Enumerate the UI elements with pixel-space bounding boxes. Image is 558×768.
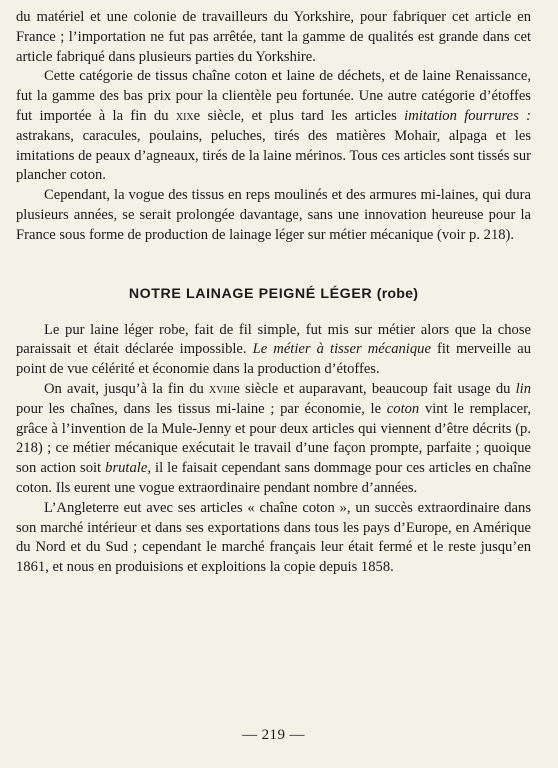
paragraph-text: e siècle, et plus tard les articles — [193, 107, 405, 124]
century-numeral: xviii — [208, 380, 234, 397]
italic-phrase: imitation fourrures : — [404, 107, 531, 124]
document-page — [16, 8, 531, 760]
page-number: — 219 — — [242, 727, 305, 743]
century-numeral: xix — [175, 107, 194, 124]
paragraph — [16, 67, 531, 186]
italic-word: lin — [515, 380, 531, 397]
paragraph: L’Angleterre eut avec ses articles « chaîne coton », un succès extraordinaire dans son marché intérieur et dans ses exportations dans tous les pays d’Europe, en Amérique du Nord et du Sud ; cependant le marché français leur était fermé et le reste jusqu’en 1861, et nous en produisions et exploitions la copie depuis 1858. — [16, 499, 531, 576]
section-heading — [16, 284, 531, 304]
paragraph-text: pour les chaînes, dans les tissus mi-laine ; par économie, le — [16, 400, 387, 417]
paragraph-text: fit merveille au point de vue célérité et économie dans la production d’étoffes. — [16, 341, 532, 378]
paragraph-text: , il le faisait cependant sans dommage pour ces articles en chaîne coton. Ils eurent une vogue extraordinaire pendant nombre d’années. — [16, 460, 531, 496]
paragraph — [16, 380, 531, 499]
section-heading-sub: (robe) — [376, 285, 419, 302]
section-gap — [16, 246, 531, 284]
paragraph-text: On avait, jusqu’à la fin du — [44, 380, 209, 397]
paragraph-text: e siècle et auparavant, beaucoup fait usage du — [233, 380, 516, 397]
paragraph-text: vint le remplacer, grâce à l’invention de la Mule-Jenny et pour deux articles qui viennent d’être décrits (p. 218) ; ce métier mécanique exécutait le travail d’une façon prompte, parfaite ; quoique son action soit — [16, 400, 531, 477]
italic-word: brutale — [105, 460, 148, 477]
paragraph: du matériel et une colonie de travailleurs du Yorkshire, pour fabriquer cet article en France ; l’importation ne fut pas arrêtée, tant la gamme de qualités est grande dans cet article fabriqué dans plusieurs parties du Yorkshire. — [16, 9, 531, 65]
section-heading-main: NOTRE LAINAGE PEIGNÉ LÉGER — [128, 285, 373, 302]
paragraph: Cependant, la vogue des tissus en reps moulinés et des armures mi-laines, qui dura plusieurs années, se serait prolongée davantage, sans une innovation heureuse pour la France sous forme de production de lainage léger sur métier mécanique (voir p. 218). — [16, 187, 531, 243]
paragraph-text: Le pur laine léger robe, fait de fil simple, fut mis sur métier alors que la chose paraissait et était déclarée impossible. — [16, 321, 531, 358]
italic-phrase: Le métier à tisser mécanique — [252, 341, 431, 358]
italic-word: coton — [386, 400, 420, 417]
paragraph — [16, 321, 531, 380]
paragraph-text: astrakans, caracules, poulains, peluches, tirés des matières Mohair, alpaga et les imitations de peaux d’agneaux, tirés de la laine mérinos. Tous ces articles sont tissés sur plancher coton. — [16, 127, 531, 184]
paragraph-text: Cette catégorie de tissus chaîne coton et laine de déchets, et de laine Renaissance, fut la gamme des bas prix pour la clientèle peu fortunée. Une autre catégorie d’étoffes fut importée à la fin du — [16, 68, 531, 124]
